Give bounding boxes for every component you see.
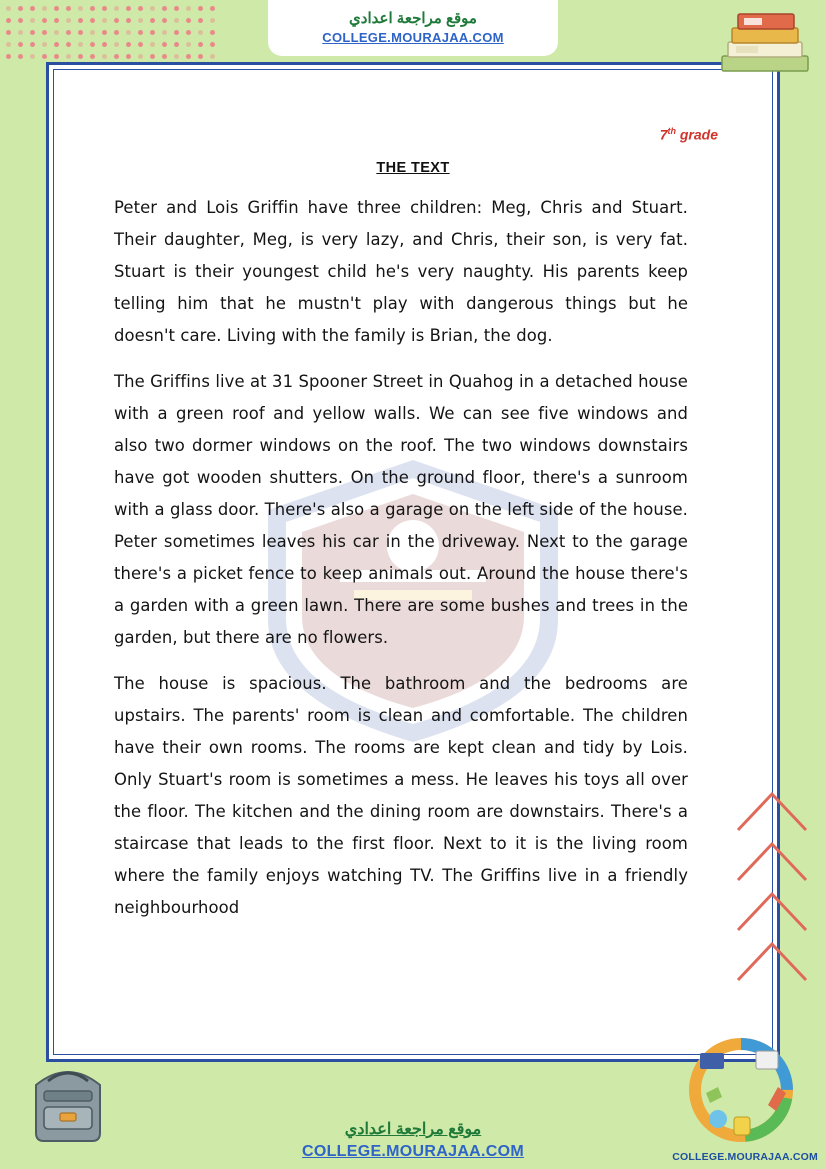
grade-suffix: th xyxy=(667,126,676,136)
site-url-top[interactable]: COLLEGE.MOURAJAA.COM xyxy=(322,30,504,45)
site-title-arabic: موقع مراجعة اعدادي xyxy=(349,10,477,27)
grade-word: grade xyxy=(679,126,718,143)
chevron-decoration xyxy=(730,780,810,1030)
site-url-bottom[interactable]: COLLEGE.MOURAJAA.COM xyxy=(302,1143,524,1160)
grade-label xyxy=(660,126,718,143)
dot-pattern-decoration xyxy=(6,6,216,58)
site-header-banner xyxy=(268,0,558,56)
passage-paragraph-1: Peter and Lois Griffin have three children: Meg, Chris and Stuart. Their daughter, Meg, is very lazy, and Chris, their son, is very fat. Stuart is their youngest child he's very naughty. His parents keep telling him that he mustn't play with dangerous things but he doesn't care. Living with the family is Brian, the dog. xyxy=(114,198,688,345)
passage-paragraph-2: The Griffins live at 31 Spooner Street in Quahog in a detached house with a green roof and yellow walls. We can see five windows and also two dormer windows on the roof. The two windows downstairs have got wooden shutters. On the ground floor, there's a sunroom with a glass door. There's also a garage on the left side of the house. Peter sometimes leaves his car in the driveway. Next to the garage there's a picket fence to keep animals out. Around the house there's a garden with a green lawn. There are some bushes and trees in the garden, but there are no flowers. xyxy=(114,372,688,647)
grade-number: 7 xyxy=(659,126,668,143)
text-heading: THE TEXT xyxy=(376,160,450,176)
books-illustration xyxy=(708,2,820,82)
reading-passage xyxy=(114,192,688,924)
document-content xyxy=(60,78,766,1046)
school-supplies-illustration xyxy=(682,1031,800,1149)
backpack-illustration xyxy=(14,1055,122,1151)
site-title-arabic-footer: موقع مراجعة اعدادي xyxy=(344,1121,482,1138)
passage-paragraph-3: The house is spacious. The bathroom and the bedrooms are upstairs. The parents' room is clean and comfortable. The children have their own rooms. The rooms are kept clean and tidy by Lois. Only Stuart's room is sometimes a mess. He leaves his toys all over the floor. The kitchen and the dining room are downstairs. There's a staircase that leads to the first floor. Next to it is the living room where the family enjoys watching TV. The Griffins live in a friendly neighbourhood xyxy=(114,674,688,917)
site-url-corner[interactable]: COLLEGE.MOURAJAA.COM xyxy=(672,1151,818,1163)
site-footer-banner xyxy=(258,1119,568,1161)
